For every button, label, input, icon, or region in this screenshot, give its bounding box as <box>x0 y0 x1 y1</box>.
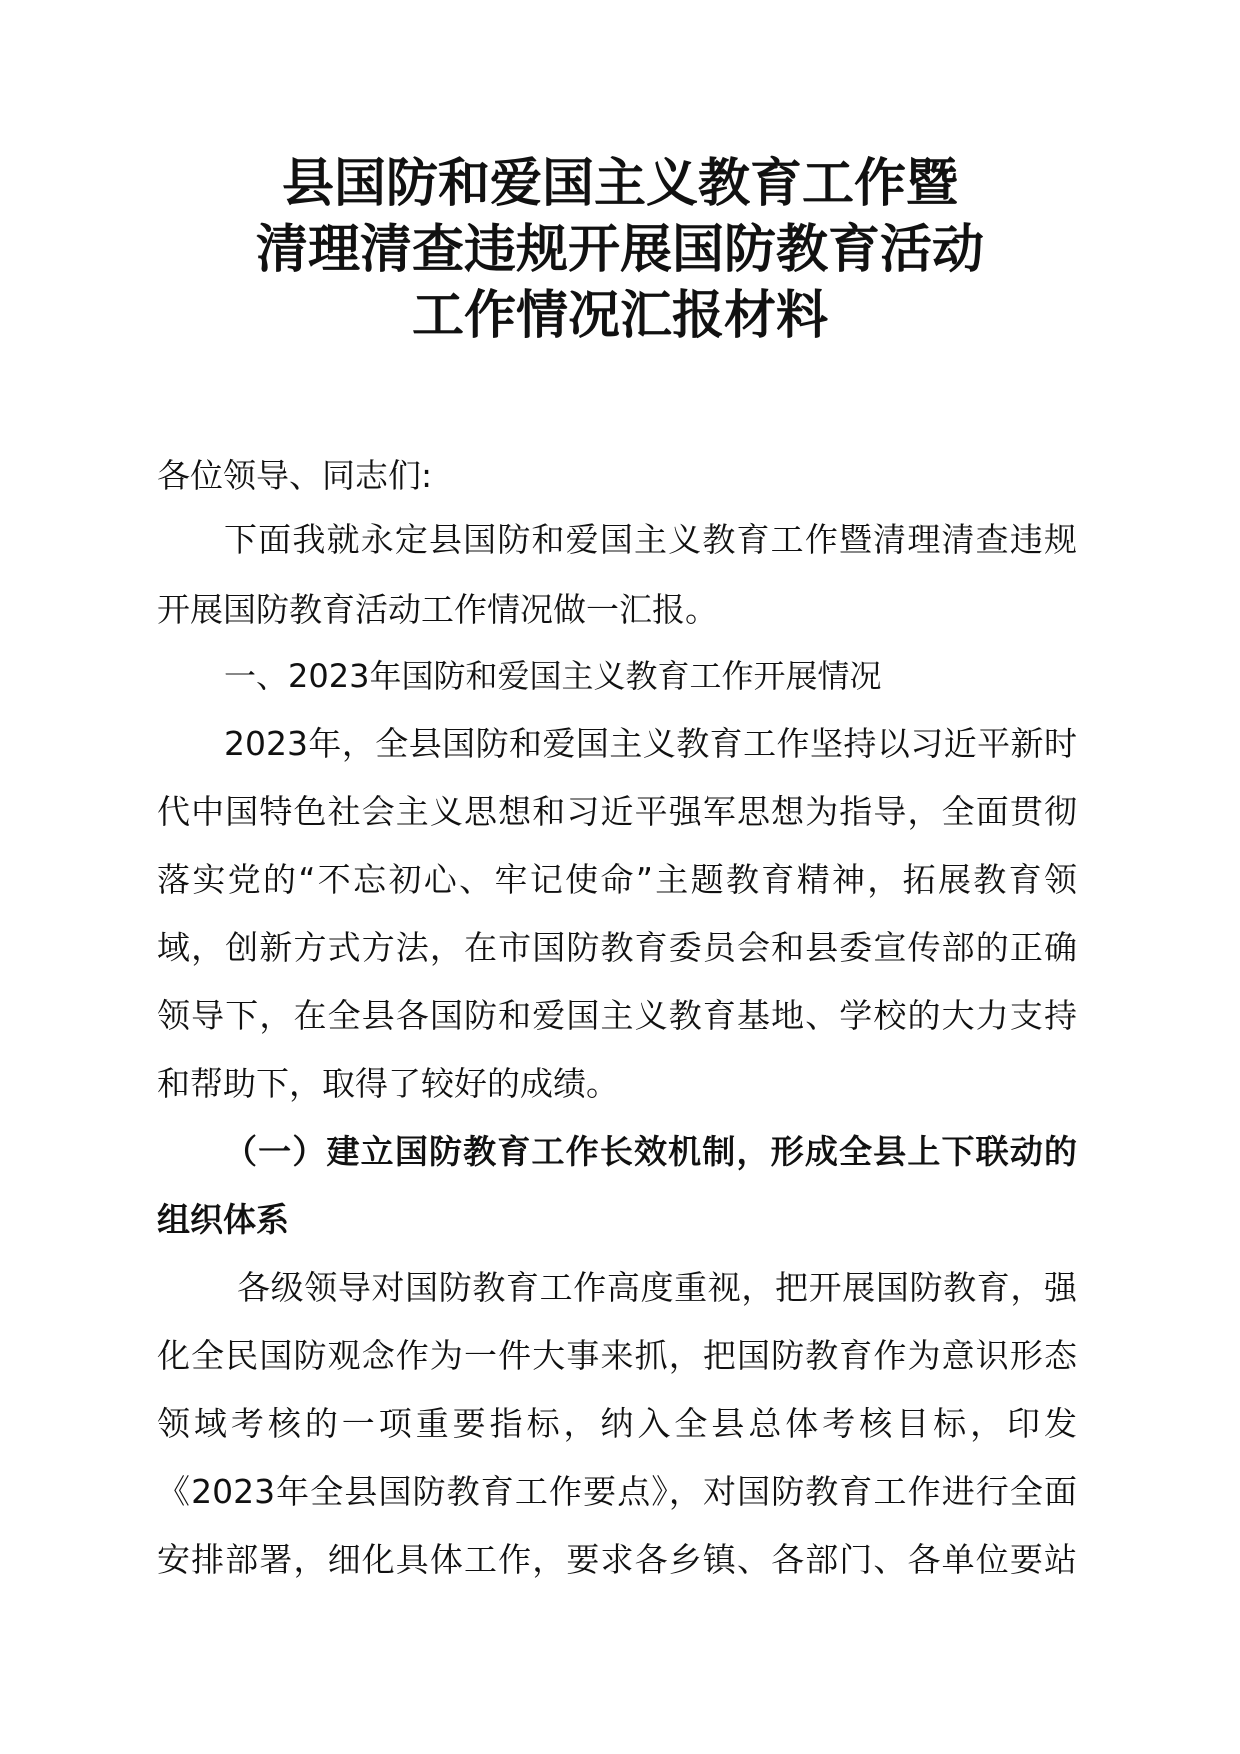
document-title-line-3: 工作情况汇报材料 <box>411 285 828 346</box>
section-heading-1: 一、2023年国防和爱国主义教育工作开展情况 <box>224 657 882 695</box>
paragraph-line: 领导下，在全县各国防和爱国主义教育基地、学校的大力支持 <box>157 996 1077 1035</box>
paragraph-line: 化全民国防观念作为一件大事来抓，把国防教育作为意识形态 <box>157 1336 1077 1375</box>
intro-paragraph-line: 下面我就永定县国防和爱国主义教育工作暨清理清查违规 <box>224 520 1077 559</box>
subsection-heading-1-cont: 组织体系 <box>157 1200 289 1239</box>
document-title-line-2: 清理清查违规开展国防教育活动 <box>255 219 984 280</box>
paragraph-line: 落实党的“不忘初心、牢记使命”主题教育精神，拓展教育领 <box>157 860 1077 899</box>
paragraph-line: 域，创新方式方法，在市国防教育委员会和县委宣传部的正确 <box>157 928 1077 967</box>
salutation: 各位领导、同志们: <box>157 456 433 495</box>
paragraph-line: 各级领导对国防教育工作高度重视，把开展国防教育，强 <box>237 1268 1077 1307</box>
paragraph-line: 安排部署，细化具体工作，要求各乡镇、各部门、各单位要站 <box>157 1540 1077 1579</box>
paragraph-line: 2023年，全县国防和爱国主义教育工作坚持以习近平新时 <box>224 724 1077 763</box>
subsection-heading-1: （一）建立国防教育工作长效机制，形成全县上下联动的 <box>224 1132 1077 1171</box>
document-title-line-1: 县国防和爱国主义教育工作暨 <box>281 153 958 214</box>
paragraph-line: 《2023年全县国防教育工作要点》，对国防教育工作进行全面 <box>157 1472 1077 1511</box>
intro-paragraph-line: 开展国防教育活动工作情况做一汇报。 <box>157 590 718 629</box>
paragraph-line: 领域考核的一项重要指标，纳入全县总体考核目标，印发 <box>157 1404 1077 1443</box>
paragraph-line: 和帮助下，取得了较好的成绩。 <box>157 1064 619 1103</box>
paragraph-line: 代中国特色社会主义思想和习近平强军思想为指导，全面贯彻 <box>157 792 1077 831</box>
